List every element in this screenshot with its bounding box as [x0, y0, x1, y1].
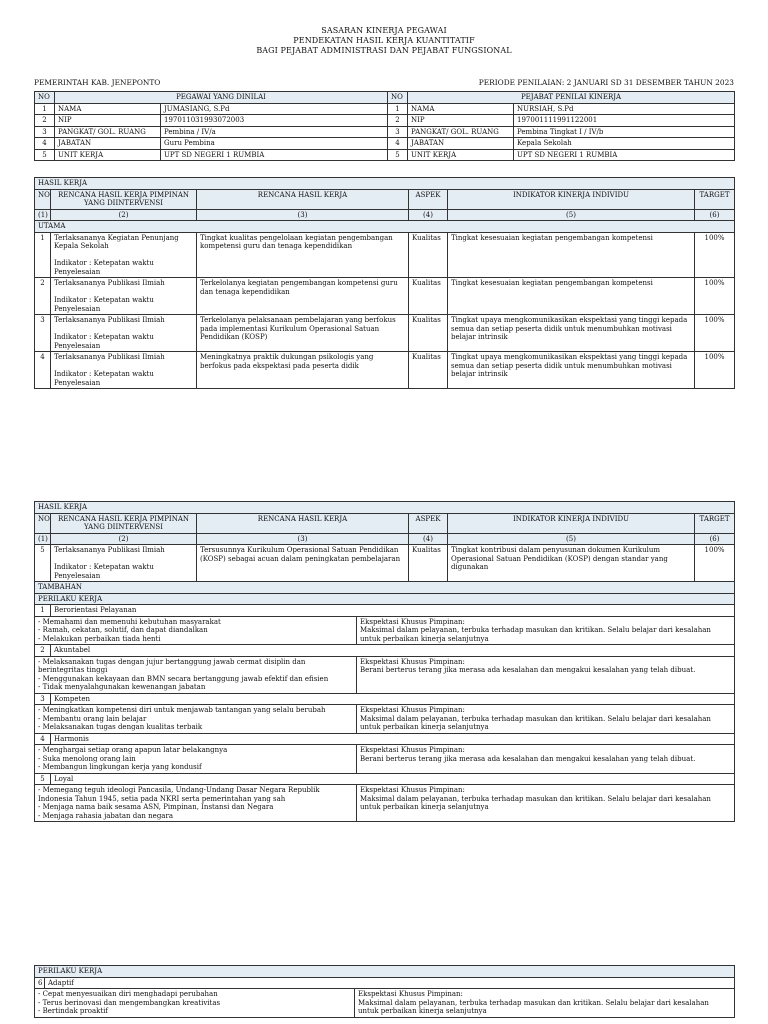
hasil-cell-target: 100% [695, 315, 735, 352]
perilaku-description: - Memegang teguh ideologi Pancasila, Undang-Undang Dasar Negara Republik Indonesia Tahun 1945, setia pada NKRI serta pemerintahan yang sah - Menjaga nama baik sesama ASN, Pimpinan, Instansi dan Negara - Menjaga rahasia jabatan dan negara [35, 785, 357, 822]
perilaku-description: - Memahami dan memenuhi kebutuhan masyarakat - Ramah, cekatan, solutif, dan dapat diandalkan - Melakukan perbaikan tiada henti [35, 616, 357, 645]
identity-cell-left: Guru Pembina [161, 138, 388, 150]
column-header: TARGET [695, 513, 735, 533]
perilaku-detail-row: - Cepat menyesuaikan diri menghadapi perubahan - Terus berinovasi dan mengembangkan kreativitas - Bertindak proaktif Ekspektasi Khusus Pimpinan: Maksimal dalam pelayanan, terbuka terhadap masukan dan kritikan. Selalu belajar dari kesalahan untuk perbaikan kinerja selanjutnya [35, 989, 735, 1018]
identity-cell-label2: PANGKAT/ GOL. RUANG [408, 126, 514, 138]
perilaku-title: Akuntabel [51, 645, 735, 657]
perilaku-expectation: Ekspektasi Khusus Pimpinan: Maksimal dalam pelayanan, terbuka terhadap masukan dan kritikan. Selalu belajar dari kesalahan untuk perbaikan kinerja selanjutnya [357, 705, 735, 734]
identity-cell-no: 5 [35, 149, 55, 161]
identity-cell-label2: NIP [408, 115, 514, 127]
perilaku-expectation: Ekspektasi Khusus Pimpinan: Maksimal dalam pelayanan, terbuka terhadap masukan dan kritikan. Selalu belajar dari kesalahan untuk perbaikan kinerja selanjutnya [357, 616, 735, 645]
penilai-header: PEJABAT PENILAI KINERJA [408, 92, 735, 104]
hasil-cell-indikator: Tingkat upaya mengkomunikasikan ekspektasi yang tinggi kepada semua dan setiap peserta didik untuk menumbuhkan motivasi belajar intrinsik [448, 315, 695, 352]
hasil-row [35, 278, 735, 315]
column-header: RENCANA HASIL KERJA PIMPINAN YANG DIINTERVENSI [51, 189, 197, 209]
header-subtitle-2: BAGI PEJABAT ADMINISTRASI DAN PEJABAT FUNGSIONAL [256, 46, 512, 55]
no-header: NO [35, 92, 55, 104]
identity-cell-no2: 1 [388, 103, 408, 115]
perilaku-detail-row [35, 656, 735, 693]
identity-cell-no: 2 [35, 115, 55, 127]
identity-cell-label: PANGKAT/ GOL. RUANG [55, 126, 161, 138]
no-header: NO [388, 92, 408, 104]
column-header: RENCANA HASIL KERJA [197, 513, 409, 533]
hasil-body [35, 232, 735, 389]
hasil-cell-aspek: Kualitas [409, 352, 448, 389]
hasil-cell-indikator: Tingkat kesesuaian kegiatan pengembangan kompetensi [448, 232, 695, 278]
hasil-kerja-table [34, 177, 735, 389]
header-title: SASARAN KINERJA PEGAWAI [321, 26, 447, 35]
tambahan-section: TAMBAHAN [35, 582, 735, 594]
hasil-cell-aspek: Kualitas [409, 315, 448, 352]
identity-cell-label: JABATAN [55, 138, 161, 150]
perilaku-no: 3 [35, 693, 51, 705]
column-number: (6) [695, 209, 735, 221]
identity-cell-no: 3 [35, 126, 55, 138]
perilaku-detail-row [35, 745, 735, 774]
hasil-cell-pimpinan: Terlaksananya Publikasi Ilmiah Indikator : Ketepatan waktu Penyelesaian [51, 352, 197, 389]
hasil-cell-rencana: Terkelolanya pelaksanaan pembelajaran yang berfokus pada implementasi Kurikulum Operasional Satuan Pendidikan (KOSP) [197, 315, 409, 352]
perilaku-section: PERILAKU KERJA [35, 966, 735, 978]
hasil-cell-pimpinan: Terlaksananya Publikasi Ilmiah Indikator : Ketepatan waktu Penyelesaian [51, 315, 197, 352]
column-header: INDIKATOR KINERJA INDIVIDU [448, 513, 695, 533]
hasil-number-row [35, 533, 735, 545]
column-header: ASPEK [409, 189, 448, 209]
hasil-header-row [35, 513, 735, 533]
perilaku-expectation: Ekspektasi Khusus Pimpinan: Maksimal dalam pelayanan, terbuka terhadap masukan dan kritikan. Selalu belajar dari kesalahan untuk perbaikan kinerja selanjutnya [357, 785, 735, 822]
hasil-cell-pimpinan: Terlaksananya Publikasi Ilmiah Indikator : Ketepatan waktu Penyelesaian [51, 278, 197, 315]
perilaku-title: Kompeten [51, 693, 735, 705]
perilaku-title: Loyal [51, 773, 735, 785]
column-number: (4) [409, 533, 448, 545]
perilaku-title-row [35, 693, 735, 705]
hasil-cell-target: 100% [695, 278, 735, 315]
identity-cell-label2: UNIT KERJA [408, 149, 514, 161]
perilaku-section: PERILAKU KERJA [35, 593, 735, 605]
government-label: PEMERINTAH KAB. JENEPONTO [34, 78, 161, 87]
identity-row [35, 149, 735, 161]
hasil-cell-target: 100% [695, 352, 735, 389]
column-number: (1) [35, 209, 51, 221]
period-label: PERIODE PENILAIAN: 2 JANUARI SD 31 DESEMBER TAHUN 2023 [478, 78, 734, 87]
identity-cell-right: NURSIAH, S.Pd [514, 103, 735, 115]
hasil-kerja-table-continued [34, 501, 735, 822]
column-header: ASPEK [409, 513, 448, 533]
identity-cell-left: JUMASIANG, S.Pd [161, 103, 388, 115]
hasil-cell-aspek: Kualitas [409, 278, 448, 315]
column-number: (3) [197, 209, 409, 221]
perilaku-no: 5 [35, 773, 51, 785]
document-header [0, 26, 768, 56]
column-number: (5) [448, 533, 695, 545]
perilaku-title: Harmonis [51, 733, 735, 745]
perilaku-description: - Melaksanakan tugas dengan jujur bertanggung jawab cermat disiplin dan berintegritas tinggi - Menggunakan kekayaan dan BMN secara bertanggung jawab efektif dan efisien - Tidak menyalahgunakan kewenangan jabatan [35, 656, 357, 693]
hasil-cell-target: 100% [695, 232, 735, 278]
column-number: (4) [409, 209, 448, 221]
perilaku-expectation: Ekspektasi Khusus Pimpinan: Berani berterus terang jika merasa ada kesalahan dan mengakui kesalahan yang telah dibuat. [357, 745, 735, 774]
identity-body [35, 103, 735, 161]
perilaku-detail-row [35, 616, 735, 645]
perilaku-title: Berorientasi Pelayanan [51, 605, 735, 617]
column-number: (6) [695, 533, 735, 545]
hasil-kerja-section: HASIL KERJA [35, 502, 735, 514]
perilaku-detail-row [35, 785, 735, 822]
hasil-cell-rencana: Tingkat kualitas pengelolaan kegiatan pengembangan kompetensi guru dan tenaga kependidikan [197, 232, 409, 278]
identity-cell-no2: 3 [388, 126, 408, 138]
perilaku-title-row: 6 Adaptif [35, 977, 735, 989]
column-header: NO [35, 189, 51, 209]
column-header: NO [35, 513, 51, 533]
identity-cell-right: Pembina Tingkat I / IV/b [514, 126, 735, 138]
perilaku-no: 2 [35, 645, 51, 657]
hasil-cell-rencana: Terkelolanya kegiatan pengembangan kompetensi guru dan tenaga kependidikan [197, 278, 409, 315]
perilaku-detail-row [35, 705, 735, 734]
identity-cell-label2: JABATAN [408, 138, 514, 150]
utama-section: UTAMA [35, 221, 735, 233]
perilaku-title-row [35, 773, 735, 785]
hasil-number-row [35, 209, 735, 221]
identity-cell-right: 197001111991122001 [514, 115, 735, 127]
identity-cell-left: Pembina / IV/a [161, 126, 388, 138]
column-number: (5) [448, 209, 695, 221]
identity-cell-label2: NAMA [408, 103, 514, 115]
hasil-kerja-section: HASIL KERJA [35, 178, 735, 190]
column-number: (2) [51, 533, 197, 545]
hasil-cell-pimpinan: Terlaksananya Kegiatan Penunjang Kepala Sekolah Indikator : Ketepatan waktu Penyelesaian [51, 232, 197, 278]
perilaku-no: 4 [35, 733, 51, 745]
hasil-cell-no: 4 [35, 352, 51, 389]
hasil-cell-aspek: Kualitas [409, 232, 448, 278]
identity-cell-right: Kepala Sekolah [514, 138, 735, 150]
identity-cell-no2: 4 [388, 138, 408, 150]
perilaku-description: - Meningkatkan kompetensi diri untuk menjawab tantangan yang selalu berubah - Membantu orang lain belajar - Melaksanakan tugas dengan kualitas terbaik [35, 705, 357, 734]
column-header: RENCANA HASIL KERJA [197, 189, 409, 209]
hasil-row [35, 352, 735, 389]
identity-cell-label: NIP [55, 115, 161, 127]
hasil-cell-no: 2 [35, 278, 51, 315]
column-header: TARGET [695, 189, 735, 209]
perilaku-no: 1 [35, 605, 51, 617]
identity-cell-label: UNIT KERJA [55, 149, 161, 161]
column-header: RENCANA HASIL KERJA PIMPINAN YANG DIINTERVENSI [51, 513, 197, 533]
identity-cell-no: 4 [35, 138, 55, 150]
identity-row [35, 103, 735, 115]
hasil-header-row [35, 189, 735, 209]
identity-cell-left: 197011031993072003 [161, 115, 388, 127]
column-header: INDIKATOR KINERJA INDIVIDU [448, 189, 695, 209]
identity-cell-right: UPT SD NEGERI 1 RUMBIA [514, 149, 735, 161]
perilaku-body [35, 605, 735, 822]
column-number: (1) [35, 533, 51, 545]
identity-cell-no2: 5 [388, 149, 408, 161]
identity-table [34, 91, 735, 161]
column-number: (3) [197, 533, 409, 545]
perilaku-title-row [35, 733, 735, 745]
hasil-row [35, 315, 735, 352]
identity-row [35, 115, 735, 127]
pegawai-header: PEGAWAI YANG DINILAI [55, 92, 388, 104]
identity-row [35, 138, 735, 150]
perilaku-title-row [35, 605, 735, 617]
hasil-cell-no: 1 [35, 232, 51, 278]
identity-row [35, 126, 735, 138]
hasil-cell-indikator: Tingkat kesesuaian kegiatan pengembangan kompetensi [448, 278, 695, 315]
identity-cell-no: 1 [35, 103, 55, 115]
hasil-cell-no: 3 [35, 315, 51, 352]
hasil-cell-indikator: Tingkat upaya mengkomunikasikan ekspektasi yang tinggi kepada semua dan setiap peserta didik untuk menumbuhkan motivasi belajar intrinsik [448, 352, 695, 389]
perilaku-expectation: Ekspektasi Khusus Pimpinan: Berani berterus terang jika merasa ada kesalahan dan mengakui kesalahan yang telah dibuat. [357, 656, 735, 693]
identity-cell-left: UPT SD NEGERI 1 RUMBIA [161, 149, 388, 161]
header-subtitle: PENDEKATAN HASIL KERJA KUANTITATIF [293, 36, 475, 45]
hasil-cell-rencana: Meningkatnya praktik dukungan psikologis yang berfokus pada ekspektasi pada peserta didik [197, 352, 409, 389]
hasil-row [35, 232, 735, 278]
column-number: (2) [51, 209, 197, 221]
hasil-row-5: 5 Terlaksananya Publikasi Ilmiah Indikator : Ketepatan waktu Penyelesaian Tersusunnya Kurikulum Operasional Satuan Pendidikan (KOSP) sebagai acuan dalam peningkatan pembelajaran Kualitas Tingkat kontribusi dalam penyusunan dokumen Kurikulum Operasional Satuan Pendidikan (KOSP) dengan standar yang digunakan 100% [35, 545, 735, 582]
perilaku-title-row [35, 645, 735, 657]
identity-cell-no2: 2 [388, 115, 408, 127]
perilaku-description: - Menghargai setiap orang apapun latar belakangnya - Suka menolong orang lain - Membangun lingkungan kerja yang kondusif [35, 745, 357, 774]
identity-header-row [35, 92, 735, 104]
identity-cell-label: NAMA [55, 103, 161, 115]
perilaku-table-continued [34, 965, 735, 1018]
